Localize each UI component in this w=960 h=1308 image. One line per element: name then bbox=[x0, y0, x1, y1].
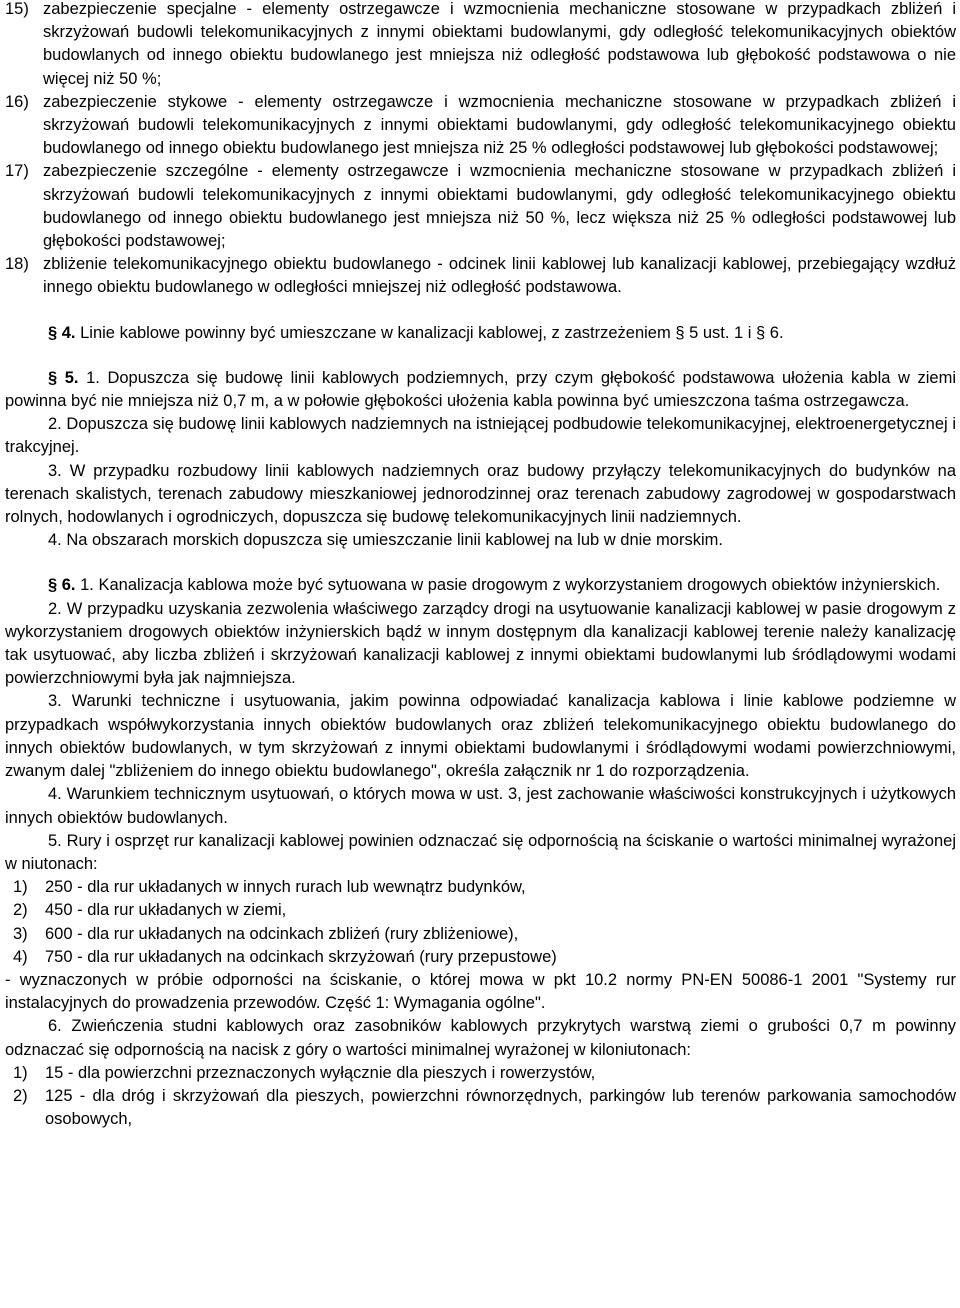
definition-item-16 bbox=[5, 91, 956, 161]
section-6-paragraph-5-tail: - wyznaczonych w próbie odporności na ściskanie, o której mowa w pkt 10.2 normy PN-EN 50086-1 2001 "Systemy rur instalacyjnych do prowadzenia przewodów. Część 1: Wymagania ogólne". bbox=[5, 970, 956, 1013]
list-item bbox=[5, 876, 956, 899]
item-text: zabezpieczenie szczególne - elementy ostrzegawcze i wzmocnienia mechaniczne stosowane w przypadkach zbliżeń i skrzyżowań budowli telekomunikacyjnych z innymi obiektami budowlanymi, gdy odległość telekomunikacyjnego obiektu budowlanego od innego obiektu budowlanego jest mniejsza niż 50 %, lecz większa niż 25 % odległości podstawowej lub głębokości podstawowej; bbox=[43, 162, 956, 251]
item-text: 600 - dla rur układanych na odcinkach zbliżeń (rury zbliżeniowe), bbox=[45, 924, 519, 943]
document-page bbox=[5, 0, 956, 1131]
item-text: 450 - dla rur układanych w ziemi, bbox=[45, 901, 287, 920]
item-text: 250 - dla rur układanych w innych rurach lub wewnątrz budynków, bbox=[45, 878, 526, 897]
section-6-paragraph-4: 4. Warunkiem technicznym usytuowań, o których mowa w ust. 3, jest zachowanie właściwości konstrukcyjnych i użytkowych innych obiektów budowlanych. bbox=[5, 785, 956, 827]
list-item bbox=[5, 899, 956, 922]
definition-item-15 bbox=[5, 0, 956, 91]
item-text: zabezpieczenie specjalne - elementy ostrzegawcze i wzmocnienia mechaniczne stosowane w przypadkach zbliżeń i skrzyżowań budowli telekomunikacyjnych z innymi obiektami budowlanymi, gdy odległość telekomunikacyjnych obiektów budowlanych od innego obiektu budowlanego jest mniejsza niż odległość podstawowa lub głębokość podstawowa o nie więcej niż 50 %; bbox=[43, 0, 956, 88]
section-text: Linie kablowe powinny być umieszczane w kanalizacji kablowej, z zastrzeżeniem § 5 ust. 1 i § 6. bbox=[80, 323, 784, 342]
item-text: 15 - dla powierzchni przeznaczonych wyłącznie dla pieszych i rowerzystów, bbox=[45, 1063, 596, 1082]
item-number: 18) bbox=[5, 255, 29, 274]
paragraph-number: 1. bbox=[80, 576, 94, 595]
paragraph-number: 1. bbox=[86, 368, 100, 387]
section-mark: § 4. bbox=[48, 323, 76, 342]
item-text: 750 - dla rur układanych na odcinkach skrzyżowań (rury przepustowe) bbox=[45, 947, 557, 966]
item-text: zbliżenie telekomunikacyjnego obiektu budowlanego - odcinek linii kablowej lub kanalizacji kablowej, przebiegający wzdłuż innego obiektu budowlanego w odległości mniejszej niż odległość podstawowa. bbox=[43, 255, 956, 297]
section-5-paragraph-3: 3. W przypadku rozbudowy linii kablowych nadziemnych oraz budowy przyłączy telekomunikacyjnych do budynków na terenach skalistych, terenach zabudowy mieszkaniowej jednorodzinnej oraz terenach zabudowy zagrodowej w gospodarstwach rolnych, hodowlanych i ogrodniczych, dopuszcza się budowę telekomunikacyjnych linii nadziemnych. bbox=[5, 461, 956, 527]
paragraph-text: Dopuszcza się budowę linii kablowych podziemnych, przy czym głębokość podstawowa ułożenia kabla w ziemi powinna być nie mniejsza niż 0,7 m, a w połowie głębokości ułożenia kabla powinna być umieszczona taśma ostrzegawcza. bbox=[5, 368, 957, 411]
section-4 bbox=[5, 322, 956, 345]
item-number: 1) bbox=[13, 878, 28, 897]
section-5-paragraph-2: 2. Dopuszcza się budowę linii kablowych nadziemnych na istniejącej podbudowie telekomunikacyjnej, elektroenergetycznej i trakcyjnej. bbox=[5, 415, 956, 457]
section-6-paragraph-1 bbox=[5, 574, 956, 597]
list-item bbox=[5, 946, 956, 969]
list-item bbox=[5, 923, 956, 946]
item-number: 16) bbox=[5, 92, 29, 111]
section-6-paragraph-6: 6. Zwieńczenia studni kablowych oraz zasobników kablowych przykrytych warstwą ziemi o grubości 0,7 m powinny odznaczać się odpornością na nacisk z góry o wartości minimalnej wyrażonej w kiloniutonach: bbox=[5, 1017, 956, 1059]
section-6-paragraph-3: 3. Warunki techniczne i usytuowania, jakim powinna odpowiadać kanalizacja kablowa i linie kablowe podziemne w przypadkach współwykorzystania innych obiektów budowlanych oraz zbliżeń telekomunikacyjnego obiektu budowlanego do innych obiektów budowlanych, w tym skrzyżowań z innymi obiektami budowlanymi i śródlądowymi wodami powierzchniowymi, zwanym dalej "zbliżeniem do innego obiektu budowlanego", określa załącznik nr 1 do rozporządzenia. bbox=[5, 692, 956, 781]
item-number: 2) bbox=[13, 901, 28, 920]
section-6-paragraph-2: 2. W przypadku uzyskania zezwolenia właściwego zarządcy drogi na usytuowanie kanalizacji kablowej w pasie drogowym z wykorzystaniem drogowych obiektów inżynierskich bądź w innym dostępnym dla kanalizacji kablowej terenie należy kanalizację tak usytuować, aby liczba zbliżeń i skrzyżowań kanalizacji kablowej z innymi obiektami budowlanymi lub śródlądowymi wodami powierzchniowymi była jak najmniejsza. bbox=[5, 599, 956, 688]
item-text: zabezpieczenie stykowe - elementy ostrzegawcze i wzmocnienia mechaniczne stosowane w przypadkach zbliżeń i skrzyżowań budowli telekomunikacyjnych z innymi obiektami budowlanymi, gdy odległość telekomunikacyjnego obiektu budowlanego od innego obiektu budowlanego jest mniejsza niż 25 % odległości podstawowej lub głębokości podstawowej; bbox=[43, 92, 956, 158]
item-number: 4) bbox=[13, 947, 28, 966]
list-item bbox=[5, 1062, 956, 1085]
paragraph-text: Kanalizacja kablowa może być sytuowana w pasie drogowym z wykorzystaniem drogowych obiektów inżynierskich. bbox=[98, 576, 941, 595]
section-6-paragraph-5: 5. Rury i osprzęt rur kanalizacji kablowej powinien odznaczać się odpornością na ściskanie o wartości minimalnej wyrażonej w niutonach: bbox=[5, 831, 956, 873]
list-item bbox=[5, 1085, 956, 1131]
item-number: 1) bbox=[13, 1063, 28, 1082]
item-number: 15) bbox=[5, 0, 29, 18]
item-number: 3) bbox=[13, 924, 28, 943]
section-5-paragraph-1 bbox=[5, 367, 956, 413]
definition-item-17 bbox=[5, 160, 956, 253]
section-mark: § 6. bbox=[48, 576, 76, 595]
item-number: 17) bbox=[5, 162, 29, 181]
section-5-paragraph-4: 4. Na obszarach morskich dopuszcza się umieszczanie linii kablowej na lub w dnie morskim. bbox=[48, 531, 723, 550]
section-mark: § 5. bbox=[48, 368, 79, 387]
item-text: 125 - dla dróg i skrzyżowań dla pieszych, powierzchni równorzędnych, parkingów lub terenów parkowania samochodów osobowych, bbox=[45, 1086, 956, 1129]
definition-item-18 bbox=[5, 253, 956, 299]
item-number: 2) bbox=[13, 1086, 28, 1105]
